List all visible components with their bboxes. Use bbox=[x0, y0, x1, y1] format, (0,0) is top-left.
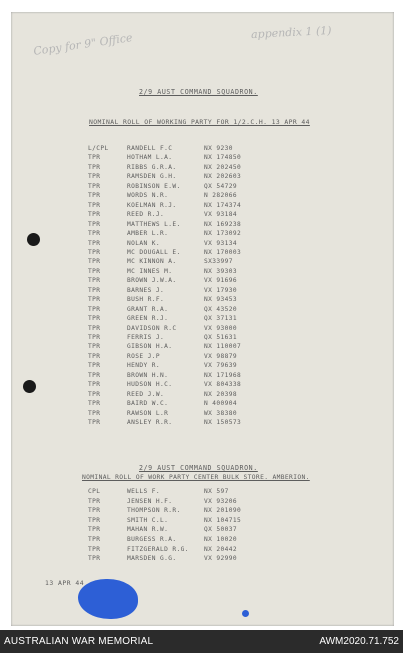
row-rank: TPR bbox=[88, 409, 101, 417]
row-number: VX 79639 bbox=[204, 362, 238, 370]
table-row bbox=[11, 277, 394, 285]
table-row bbox=[11, 353, 394, 361]
row-name: BUSH R.F. bbox=[127, 296, 165, 304]
row-rank: TPR bbox=[88, 192, 101, 200]
row-name: RANDELL F.C bbox=[127, 145, 173, 152]
row-name: THOMPSON R.R. bbox=[127, 507, 181, 515]
row-name: NOLAN K. bbox=[127, 239, 161, 247]
punch-hole-upper bbox=[27, 233, 40, 246]
row-rank: TPR bbox=[88, 154, 101, 162]
row-number: QX 37131 bbox=[204, 315, 238, 323]
row-name: WORDS N.R. bbox=[127, 192, 169, 200]
row-number: NX 20398 bbox=[204, 390, 238, 398]
row-number: QX 50037 bbox=[204, 526, 238, 534]
table-row bbox=[11, 488, 394, 496]
row-number: VX 93184 bbox=[204, 211, 238, 219]
table-row bbox=[11, 555, 394, 563]
row-rank: TPR bbox=[88, 324, 101, 332]
row-name: DAVIDSON R.C bbox=[127, 324, 177, 332]
row-number: VX 98879 bbox=[204, 352, 238, 360]
table-row bbox=[11, 211, 394, 219]
ink-stain bbox=[78, 579, 138, 619]
table-row bbox=[11, 546, 394, 554]
row-name: MATTHEWS L.E. bbox=[127, 220, 181, 228]
row-rank: TPR bbox=[88, 381, 101, 389]
table-row bbox=[11, 240, 394, 248]
table-row bbox=[11, 268, 394, 276]
row-number: NX 150573 bbox=[204, 419, 242, 427]
row-name: FERRIS J. bbox=[127, 334, 165, 341]
row-rank: TPR bbox=[88, 352, 101, 360]
row-name: RAWSON L.R bbox=[127, 409, 169, 417]
row-rank: TPR bbox=[88, 182, 101, 190]
table-row bbox=[11, 287, 394, 295]
row-number: NX 104715 bbox=[204, 516, 242, 524]
archive-credit: AUSTRALIAN WAR MEMORIAL bbox=[4, 636, 154, 647]
table-row bbox=[11, 381, 394, 389]
row-number: QX 54729 bbox=[204, 182, 238, 190]
row-rank: TPR bbox=[88, 419, 101, 427]
row-rank: TPR bbox=[88, 286, 101, 294]
row-rank: L/CPL bbox=[88, 145, 109, 152]
row-rank: TPR bbox=[88, 267, 101, 275]
row-number: NX 170003 bbox=[204, 248, 242, 256]
row-number: NX 597 bbox=[204, 488, 229, 495]
handwritten-note-right: appendix 1 (1) bbox=[250, 23, 332, 42]
table-row bbox=[11, 334, 394, 342]
row-number: NX 201090 bbox=[204, 507, 242, 515]
row-name: BARNES J. bbox=[127, 286, 165, 294]
row-number: NX 173092 bbox=[204, 230, 242, 238]
row-rank: TPR bbox=[88, 248, 101, 256]
row-name: REED J.W. bbox=[127, 390, 165, 398]
row-number: WX 38380 bbox=[204, 409, 238, 417]
table-row bbox=[11, 536, 394, 544]
table-row bbox=[11, 362, 394, 370]
table-row bbox=[11, 343, 394, 351]
table-row bbox=[11, 173, 394, 181]
section2-roll-title: NOMINAL ROLL OF WORK PARTY CENTER BULK STORE. AMBERION. bbox=[82, 474, 310, 481]
row-rank: TPR bbox=[88, 315, 101, 323]
row-name: AMBER L.R. bbox=[127, 230, 169, 238]
row-name: BURGESS R.A. bbox=[127, 536, 177, 543]
row-rank: TPR bbox=[88, 400, 101, 408]
row-name: RIBBS G.R.A. bbox=[127, 163, 177, 171]
document-page bbox=[11, 12, 394, 626]
row-name: ROBINSON E.W. bbox=[127, 182, 181, 190]
row-rank: TPR bbox=[88, 211, 101, 219]
table-row bbox=[11, 258, 394, 266]
row-name: ROSE J.P bbox=[127, 352, 161, 360]
row-number: NX 39303 bbox=[204, 267, 238, 275]
table-row bbox=[11, 419, 394, 427]
row-name: RAMSDEN G.H. bbox=[127, 173, 177, 181]
table-row bbox=[11, 296, 394, 304]
row-number: NX 10020 bbox=[204, 536, 238, 543]
row-rank: TPR bbox=[88, 296, 101, 304]
row-number: NX 174850 bbox=[204, 154, 242, 162]
table-row bbox=[11, 221, 394, 229]
table-row bbox=[11, 498, 394, 506]
row-name: JENSEN H.F. bbox=[127, 497, 173, 505]
row-number: VX 17930 bbox=[204, 286, 238, 294]
table-row bbox=[11, 202, 394, 210]
row-rank: TPR bbox=[88, 555, 101, 563]
row-name: MAHAN R.W. bbox=[127, 526, 169, 534]
row-name: MARSDEN G.G. bbox=[127, 555, 177, 563]
row-name: SMITH C.L. bbox=[127, 516, 169, 524]
row-rank: CPL bbox=[88, 488, 101, 495]
row-number: NX 169238 bbox=[204, 220, 242, 228]
row-rank: TPR bbox=[88, 536, 101, 543]
row-number: VX 93206 bbox=[204, 497, 238, 505]
row-rank: TPR bbox=[88, 362, 101, 370]
table-row bbox=[11, 410, 394, 418]
row-rank: TPR bbox=[88, 507, 101, 515]
section1-roll-title: NOMINAL ROLL OF WORKING PARTY FOR 1/2.C.H. 13 APR 44 bbox=[89, 118, 310, 126]
row-rank: TPR bbox=[88, 390, 101, 398]
table-row bbox=[11, 230, 394, 238]
row-name: BROWN H.N. bbox=[127, 371, 169, 379]
row-name: KOELMAN R.J. bbox=[127, 201, 177, 209]
table-row bbox=[11, 517, 394, 525]
table-row bbox=[11, 306, 394, 314]
table-row bbox=[11, 164, 394, 172]
archive-credit-bar bbox=[0, 630, 403, 653]
table-row bbox=[11, 183, 394, 191]
row-name: MC INNES M. bbox=[127, 267, 173, 275]
handwritten-note-left: Copy for 9" Office bbox=[32, 31, 134, 58]
row-rank: TPR bbox=[88, 239, 101, 247]
row-number: NX 174374 bbox=[204, 201, 242, 209]
row-name: WELLS F. bbox=[127, 488, 161, 495]
row-name: HENDY R. bbox=[127, 362, 161, 370]
row-rank: TPR bbox=[88, 516, 101, 524]
row-number: NX 93453 bbox=[204, 296, 238, 304]
row-rank: TPR bbox=[88, 343, 101, 351]
row-number: VX 804338 bbox=[204, 381, 242, 389]
table-row bbox=[11, 315, 394, 323]
row-rank: TPR bbox=[88, 220, 101, 228]
row-name: GIBSON H.A. bbox=[127, 343, 173, 351]
row-rank: TPR bbox=[88, 163, 101, 171]
row-rank: TPR bbox=[88, 258, 101, 266]
row-name: BAIRD W.C. bbox=[127, 400, 169, 408]
row-rank: TPR bbox=[88, 334, 101, 341]
table-row bbox=[11, 526, 394, 534]
row-rank: TPR bbox=[88, 371, 101, 379]
table-row bbox=[11, 507, 394, 515]
row-rank: TPR bbox=[88, 497, 101, 505]
archive-reference-number: AWM2020.71.752 bbox=[319, 636, 399, 647]
row-name: REED R.J. bbox=[127, 211, 165, 219]
row-rank: TPR bbox=[88, 526, 101, 534]
row-number: VX 91696 bbox=[204, 277, 238, 285]
table-row bbox=[11, 325, 394, 333]
row-name: FITZGERALD R.G. bbox=[127, 545, 189, 553]
row-name: ANSLEY R.R. bbox=[127, 419, 173, 427]
row-number: NX 202450 bbox=[204, 163, 242, 171]
row-number: NX 9230 bbox=[204, 145, 233, 152]
row-name: MC KINNON A. bbox=[127, 258, 177, 266]
row-name: MC DOUGALL E. bbox=[127, 248, 181, 256]
row-name: HUDSON H.C. bbox=[127, 381, 173, 389]
table-row bbox=[11, 192, 394, 200]
row-number: VX 93134 bbox=[204, 239, 238, 247]
punch-hole-lower bbox=[23, 380, 36, 393]
section1-unit-title: 2/9 AUST COMMAND SQUADRON. bbox=[139, 88, 258, 96]
section2-unit-title: 2/9 AUST COMMAND SQUADRON. bbox=[139, 464, 258, 472]
row-rank: TPR bbox=[88, 305, 101, 313]
row-number: NX 20442 bbox=[204, 545, 238, 553]
row-name: BROWN J.W.A. bbox=[127, 277, 177, 285]
ink-spot bbox=[242, 610, 249, 617]
table-row bbox=[11, 249, 394, 257]
row-number: NX 110007 bbox=[204, 343, 242, 351]
row-rank: TPR bbox=[88, 173, 101, 181]
row-name: HOTHAM L.A. bbox=[127, 154, 173, 162]
table-row bbox=[11, 154, 394, 162]
table-row bbox=[11, 391, 394, 399]
row-number: VX 92990 bbox=[204, 555, 238, 563]
row-rank: TPR bbox=[88, 545, 101, 553]
row-number: N 400904 bbox=[204, 400, 238, 408]
row-name: GREEN R.J. bbox=[127, 315, 169, 323]
table-row bbox=[11, 145, 394, 153]
row-rank: TPR bbox=[88, 201, 101, 209]
row-number: NX 171968 bbox=[204, 371, 242, 379]
footer-date: 13 APR 44 bbox=[45, 579, 85, 587]
row-number: VX 93000 bbox=[204, 324, 238, 332]
row-rank: TPR bbox=[88, 230, 101, 238]
row-number: SX33997 bbox=[204, 258, 233, 266]
row-number: NX 202603 bbox=[204, 173, 242, 181]
row-number: N 282066 bbox=[204, 192, 238, 200]
row-name: GRANT R.A. bbox=[127, 305, 169, 313]
row-number: QX 43520 bbox=[204, 305, 238, 313]
row-number: QX 51631 bbox=[204, 334, 238, 341]
row-rank: TPR bbox=[88, 277, 101, 285]
table-row bbox=[11, 372, 394, 380]
table-row bbox=[11, 400, 394, 408]
